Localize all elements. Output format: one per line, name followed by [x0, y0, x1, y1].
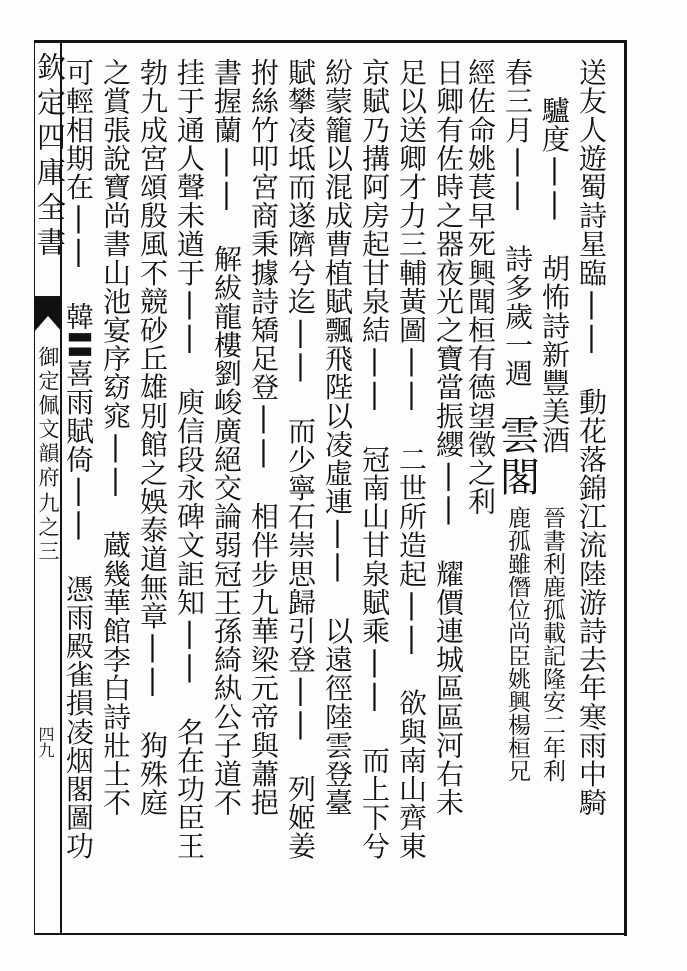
- text-column-4: 經佐命姚萇早死興聞桓有德望徵之利: [464, 58, 497, 516]
- text-column-7: 京賦乃搆阿房起甘泉結|| 冠南山甘泉賦乘|| 而上下兮: [358, 58, 391, 861]
- collection-title: 欽定四庫全書: [33, 52, 67, 262]
- book-title: 御定佩文韻府: [36, 346, 60, 490]
- text-column-2: 驢度|| 胡怖詩新豐美酒: [538, 96, 571, 455]
- annotation-line-2: 鹿孤雖僭位尚臣姚興楊桓兄: [504, 506, 530, 782]
- bottom-border-rule: [34, 933, 626, 935]
- volume-label: 九之三: [36, 492, 60, 564]
- text-column-10: 拊絲竹叩宮商秉據詩矯足登|| 相伴步九華梁元帝與蕭挹: [247, 58, 280, 817]
- annotation-line-1: 晉書利鹿孤載記隆安二年利: [539, 506, 565, 782]
- text-column-1: 送友人遊蜀詩星臨|| 動花落錦江流陸游詩去年寒雨中騎: [575, 58, 608, 817]
- text-column-13: 勃九成宮頌殷風不競砂丘雄別館之娛泰道無章|| 狗殊庭: [136, 58, 169, 817]
- text-column-15: 可輕相期在|| 韓〓喜雨賦倚|| 憑雨殿雀損凌烟閣圖功: [62, 58, 95, 861]
- page-number: 四九: [36, 726, 55, 758]
- entry-heading-char-1: 雲: [500, 413, 540, 459]
- entry-heading-char-2: 閣: [500, 455, 540, 501]
- text-column-14: 之賞張說寶尚書山池宴序窈窕|| 蔵幾華館李白詩壯士不: [99, 58, 132, 817]
- text-column-3: 春三月|| 詩多歲一週: [501, 58, 534, 388]
- text-column-11: 書握蘭|| 解紱龍樓劉峻廣絕交論弱冠王孫綺紈公子道不: [210, 58, 243, 817]
- text-column-8: 紛蒙籠以混成曹植賦飄飛陛以凌虛連|| 以遠徑陸雲登臺: [321, 58, 354, 817]
- right-border-rule: [624, 40, 627, 936]
- top-border-rule: [34, 40, 626, 43]
- text-column-6: 足以送卿才力三輔黃圖|| 二世所造起|| 欲與南山齊東: [395, 58, 428, 861]
- fishtail-mark: [34, 298, 62, 334]
- text-column-9: 賦攀凌坻而遂隮兮迄|| 而少寧石崇思歸引登|| 列姬姜: [284, 58, 317, 861]
- text-column-12: 挂于通人聲未遒于|| 庾信段永碑文詎知|| 名在功臣王: [173, 58, 206, 861]
- text-column-5: 日卿有佐時之器夜光之寶當振纓|| 耀價連城區區河右未: [432, 58, 465, 817]
